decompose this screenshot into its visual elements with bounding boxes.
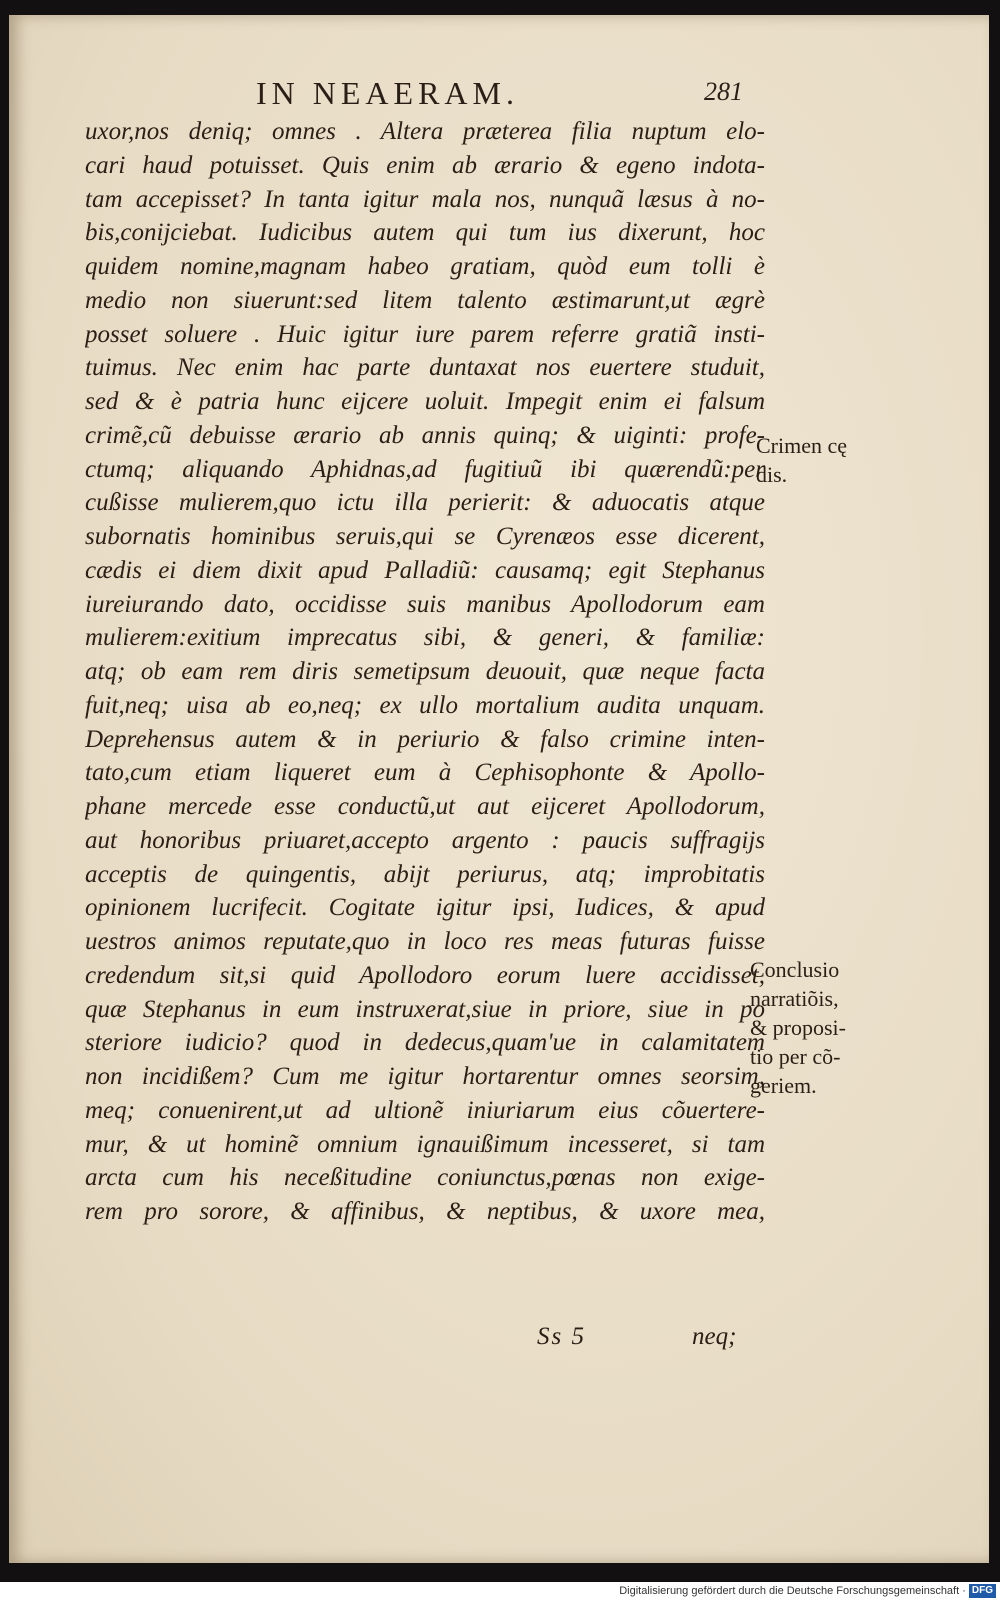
text-line: posset soluere . Huic igitur iure parem referre gratiã insti- xyxy=(85,320,765,348)
text-line: ctumq; aliquando Aphidnas,ad fugitiuũ ibi quærendũ:per xyxy=(85,455,765,483)
catchword: neq; xyxy=(692,1323,737,1350)
text-line: tato,cum etiam liqueret eum à Cephisophonte & Apollo- xyxy=(85,759,765,787)
margin-note-line: Conclusio xyxy=(750,957,840,982)
text-line: fuit,neq; uisa ab eo,neq; ex ullo mortalium audita unquam. xyxy=(85,691,765,719)
text-line: cari haud potuisset. Quis enim ab ærario & egeno indota- xyxy=(85,151,765,179)
text-line: aut honoribus priuaret,accepto argento : paucis suffragijs xyxy=(85,826,765,854)
text-line: atq; ob eam rem diris semetipsum deuouit, quæ neque facta xyxy=(85,658,765,685)
credit-text: Digitalisierung gefördert durch die Deutsche Forschungsgemeinschaft · xyxy=(619,1585,966,1597)
text-line: crimẽ,cũ debuisse ærario ab annis quinq; & uiginti: profe- xyxy=(85,421,765,449)
text-line: rem pro sorore, & affinibus, & neptibus, & uxore mea, xyxy=(85,1198,765,1225)
running-head: IN NEAERAM. xyxy=(256,75,519,111)
margin-note-line: geriem. xyxy=(750,1073,817,1098)
digitization-credit xyxy=(619,1584,996,1598)
text-line: credendum sit,si quid Apollodoro eorum luere accidisset, xyxy=(85,961,765,989)
margin-note-line: Crimen cę xyxy=(756,433,848,458)
text-line: uxor,nos deniq; omnes . Altera præterea filia nuptum elo- xyxy=(85,118,765,145)
text-line: iureiurando dato, occidisse suis manibus Apollodorum eam xyxy=(85,590,765,618)
text-line: mulierem:exitium imprecatus sibi, & generi, & familiæ: xyxy=(85,624,765,652)
body-text xyxy=(85,115,765,1229)
text-line: quidem nomine,magnam habeo gratiam, quòd eum tolli è xyxy=(85,253,765,280)
text-line: steriore iudicio? quod in dedecus,quam'ue in calamitatem xyxy=(85,1029,765,1057)
margin-note-line: dis. xyxy=(756,462,788,487)
margin-note-line: & proposi- xyxy=(750,1015,846,1040)
page-number: 281 xyxy=(704,77,743,106)
text-line: medio non siuerunt:sed litem talento æstimarunt,ut ægrè xyxy=(85,286,765,314)
catchline xyxy=(9,1323,989,1357)
margin-note-crimen xyxy=(756,431,847,489)
book-page xyxy=(9,15,989,1563)
text-line: tam accepisset? In tanta igitur mala nos, nunquã læsus à no- xyxy=(85,185,765,213)
text-line: opinionem lucrifecit. Cogitate igitur ipsi, Iudices, & apud xyxy=(85,894,765,922)
text-line: phane mercede esse conductũ,ut aut eijceret Apollodorum, xyxy=(85,793,765,820)
text-line: acceptis de quingentis, abijt periurus, atq; improbitatis xyxy=(85,860,765,888)
text-line: bis,conijciebat. Iudicibus autem qui tum ius dixerunt, hoc xyxy=(85,219,765,247)
margin-note-line: narratiõis, xyxy=(750,986,839,1011)
text-line: non incidißem? Cum me igitur hortarentur omnes seorsim, xyxy=(85,1063,765,1090)
signature-mark: Ss 5 xyxy=(537,1323,586,1350)
margin-note-line: tio per cõ- xyxy=(750,1044,841,1069)
dfg-logo: DFG xyxy=(969,1584,996,1598)
text-line: Deprehensus autem & in periurio & falso crimine inten- xyxy=(85,725,765,753)
text-line: meq; conuenirent,ut ad ultionẽ iniuriarum eius cõuertere- xyxy=(85,1096,765,1124)
text-line: tuimus. Nec enim hac parte duntaxat nos euertere studuit, xyxy=(85,354,765,382)
text-line: uestros animos reputate,quo in loco res meas futuras fuisse xyxy=(85,928,765,955)
text-line: quæ Stephanus in eum instruxerat,siue in priore, siue in po xyxy=(85,995,765,1023)
text-line: arcta cum his neceßitudine coniunctus,pœnas non exige- xyxy=(85,1164,765,1192)
text-line: sed & è patria hunc eijcere uoluit. Impegit enim ei falsum xyxy=(85,388,765,415)
page-header xyxy=(9,75,989,109)
text-line: cußisse mulierem,quo ictu illa perierit: & aduocatis atque xyxy=(85,489,765,517)
text-line: mur, & ut hominẽ omnium ignauißimum incesseret, si tam xyxy=(85,1130,765,1158)
text-line: subornatis hominibus seruis,qui se Cyrenæos esse dicerent, xyxy=(85,523,765,550)
margin-note-conclusio xyxy=(750,955,846,1100)
text-line: cædis ei diem dixit apud Palladiũ: causamq; egit Stephanus xyxy=(85,556,765,584)
